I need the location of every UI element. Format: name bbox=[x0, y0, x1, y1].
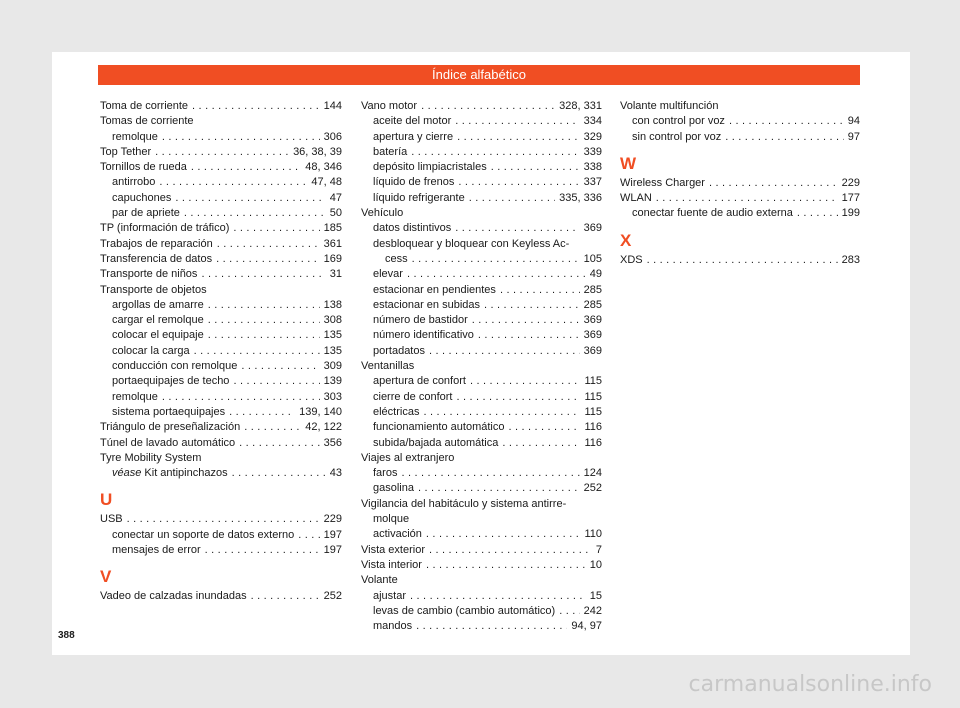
index-subentry: funcionamiento automático . . . 116 bbox=[361, 420, 602, 435]
index-heading: Tomas de corriente bbox=[100, 115, 194, 128]
index-subentry: cierre de confort . . . 115 bbox=[361, 390, 602, 405]
index-entry: TP (información de tráfico) . . . 185 bbox=[100, 221, 342, 236]
index-subentry: colocar el equipaje . . . 135 bbox=[100, 328, 342, 343]
index-subentry: levas de cambio (cambio automático) . . . 242 bbox=[361, 604, 602, 619]
index-subentry: líquido de frenos . . . 337 bbox=[361, 175, 602, 190]
index-entry: Top Tether . . . 36, 38, 39 bbox=[100, 145, 342, 160]
index-entry: Túnel de lavado automático . . . 356 bbox=[100, 436, 342, 451]
index-subentry: par de apriete . . . 50 bbox=[100, 206, 342, 221]
index-entry: Trabajos de reparación . . . 361 bbox=[100, 237, 342, 252]
index-subentry: faros . . . 124 bbox=[361, 466, 602, 481]
index-subentry: estacionar en subidas . . . 285 bbox=[361, 298, 602, 313]
index-subentry-wrapped: desbloquear y bloquear con Keyless Ac- bbox=[373, 237, 570, 250]
index-subentry: conectar fuente de audio externa . . . 199 bbox=[620, 206, 860, 221]
index-subentry: con control por voz . . . 94 bbox=[620, 114, 860, 129]
index-heading: Volante multifunción bbox=[620, 100, 719, 112]
index-subentry: número identificativo . . . 369 bbox=[361, 328, 602, 343]
index-subentry-continuation: cess . . . 105 bbox=[361, 252, 602, 267]
page-title: Índice alfabético bbox=[98, 65, 860, 85]
index-entry: USB . . . 229 bbox=[100, 512, 342, 527]
index-heading-continuation: molque bbox=[373, 513, 410, 526]
index-subentry: remolque . . . 303 bbox=[100, 390, 342, 405]
index-subentry: activación . . . 110 bbox=[361, 527, 602, 542]
section-letter-x: X bbox=[620, 230, 632, 250]
index-entry: Vista exterior . . . 7 bbox=[361, 543, 602, 558]
index-entry: Transporte de niños . . . 31 bbox=[100, 267, 342, 282]
section-letter-u: U bbox=[100, 490, 113, 510]
section-letter-w: W bbox=[620, 153, 637, 173]
index-entry: Vano motor . . . 328, 331 bbox=[361, 99, 602, 114]
index-heading: Tyre Mobility System bbox=[100, 451, 202, 464]
page-number: 388 bbox=[58, 630, 75, 641]
index-heading: Vigilancia del habitáculo y sistema antirre- bbox=[361, 497, 567, 510]
index-subentry: número de bastidor . . . 369 bbox=[361, 313, 602, 328]
index-entry: Toma de corriente . . . 144 bbox=[100, 99, 342, 114]
index-entry: Transferencia de datos . . . 169 bbox=[100, 252, 342, 267]
section-letter-v: V bbox=[100, 567, 112, 587]
index-heading: Ventanillas bbox=[361, 360, 415, 373]
index-heading: Transporte de objetos bbox=[100, 283, 207, 296]
index-subentry: estacionar en pendientes . . . 285 bbox=[361, 283, 602, 298]
index-subentry: mandos . . . 94, 97 bbox=[361, 619, 602, 634]
watermark: carmanualsonline.info bbox=[688, 672, 932, 697]
index-subentry: apertura y cierre . . . 329 bbox=[361, 130, 602, 145]
index-heading: Volante bbox=[361, 574, 398, 587]
index-subentry: elevar . . . 49 bbox=[361, 267, 602, 282]
index-subentry: antirrobo . . . 47, 48 bbox=[100, 175, 342, 190]
index-entry: XDS . . . 283 bbox=[620, 253, 860, 268]
index-entry: Vista interior . . . 10 bbox=[361, 558, 602, 573]
index-subentry: sistema portaequipajes . . . 139, 140 bbox=[100, 405, 342, 420]
index-entry: Vadeo de calzadas inundadas . . . 252 bbox=[100, 589, 342, 604]
index-subentry: conducción con remolque . . . 309 bbox=[100, 359, 342, 374]
index-subentry: gasolina . . . 252 bbox=[361, 481, 602, 496]
index-entry: Triángulo de preseñalización . . . 42, 122 bbox=[100, 420, 342, 435]
index-subentry: apertura de confort . . . 115 bbox=[361, 374, 602, 389]
index-heading: Vehículo bbox=[361, 207, 404, 220]
index-subentry: argollas de amarre . . . 138 bbox=[100, 298, 342, 313]
index-heading: Viajes al extranjero bbox=[361, 451, 455, 464]
index-column-1 bbox=[100, 99, 342, 605]
index-subentry: líquido refrigerante . . . 335, 336 bbox=[361, 191, 602, 206]
index-subentry-crossref: véase Kit antipinchazos . . . 43 bbox=[100, 466, 342, 481]
index-subentry: mensajes de error . . . 197 bbox=[100, 543, 342, 558]
index-subentry: sin control por voz . . . 97 bbox=[620, 130, 860, 145]
index-subentry: batería . . . 339 bbox=[361, 145, 602, 160]
index-subentry: eléctricas . . . 115 bbox=[361, 405, 602, 420]
index-entry: Wireless Charger . . . 229 bbox=[620, 176, 860, 191]
index-subentry: conectar un soporte de datos externo . . . 197 bbox=[100, 528, 342, 543]
index-entry: Tornillos de rueda . . . 48, 346 bbox=[100, 160, 342, 175]
index-column-2 bbox=[361, 99, 602, 634]
index-subentry: remolque . . . 306 bbox=[100, 130, 342, 145]
index-subentry: portadatos . . . 369 bbox=[361, 344, 602, 359]
index-subentry: cargar el remolque . . . 308 bbox=[100, 313, 342, 328]
index-subentry: portaequipajes de techo . . . 139 bbox=[100, 374, 342, 389]
index-subentry: datos distintivos . . . 369 bbox=[361, 221, 602, 236]
index-subentry: depósito limpiacristales . . . 338 bbox=[361, 160, 602, 175]
index-subentry: subida/bajada automática . . . 116 bbox=[361, 436, 602, 451]
index-subentry: ajustar . . . 15 bbox=[361, 589, 602, 604]
index-subentry: colocar la carga . . . 135 bbox=[100, 344, 342, 359]
index-entry: WLAN . . . 177 bbox=[620, 191, 860, 206]
index-subentry: aceite del motor . . . 334 bbox=[361, 114, 602, 129]
index-subentry: capuchones . . . 47 bbox=[100, 191, 342, 206]
index-column-3 bbox=[620, 99, 860, 268]
